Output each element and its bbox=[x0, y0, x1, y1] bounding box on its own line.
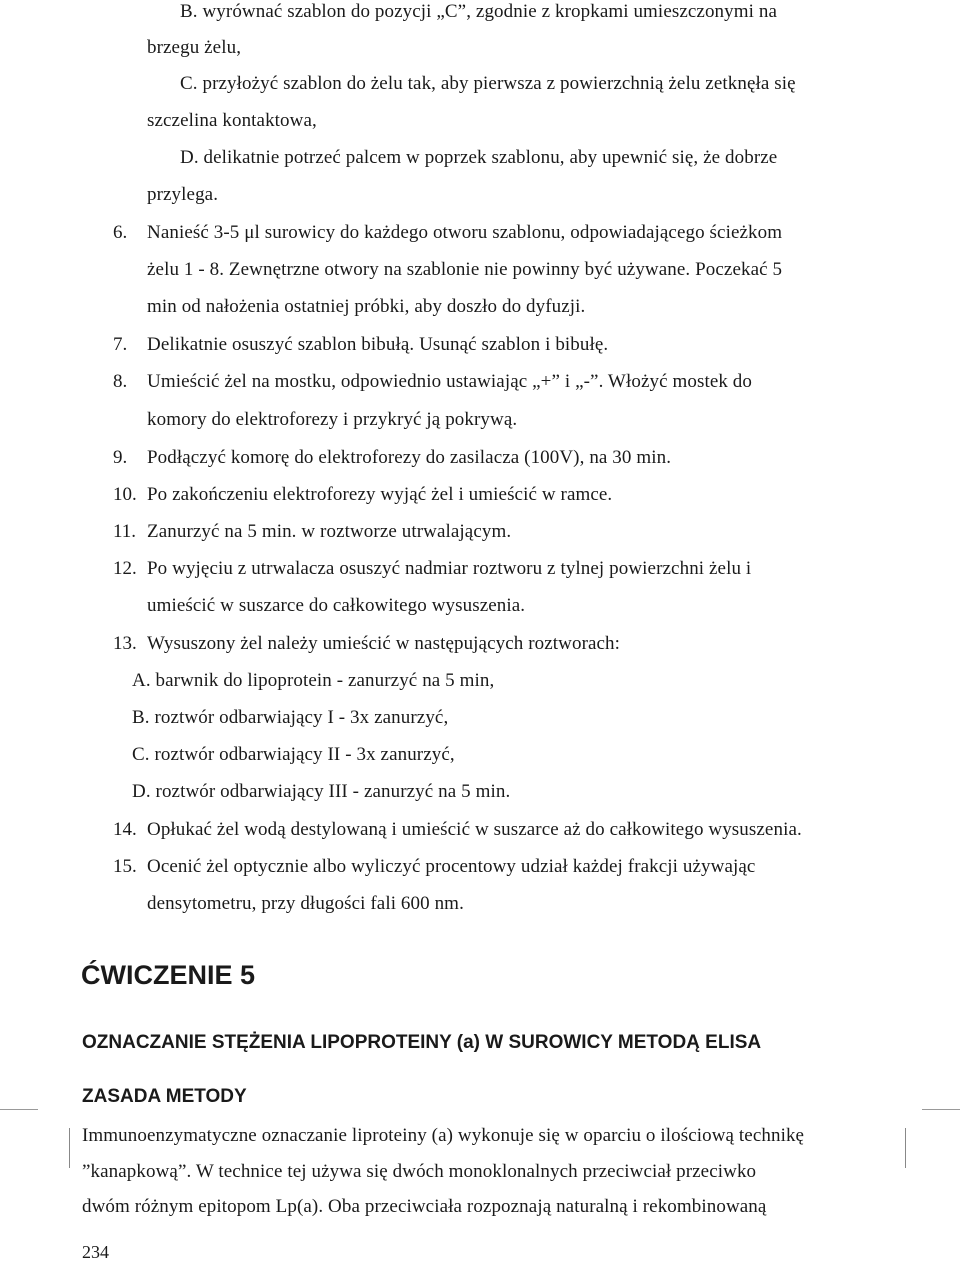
step-number: 10. bbox=[113, 484, 137, 505]
step-number: 15. bbox=[113, 856, 137, 877]
step-text-line: Po zakończeniu elektroforezy wyjąć żel i umieścić w ramce. bbox=[147, 484, 613, 505]
exercise-subtitle: OZNACZANIE STĘŻENIA LIPOPROTEINY (a) W SUROWICY METODĄ ELISA bbox=[82, 1032, 762, 1053]
step-text-line: min od nałożenia ostatniej próbki, aby doszło do dyfuzji. bbox=[147, 296, 586, 317]
item-b-line-2: brzegu żelu, bbox=[147, 37, 242, 58]
item-c-line-2: szczelina kontaktowa, bbox=[147, 110, 317, 131]
step-text-line: Podłączyć komorę do elektroforezy do zasilacza (100V), na 30 min. bbox=[147, 447, 672, 468]
paragraph-line: Immunoenzymatyczne oznaczanie liproteiny (a) wykonuje się w oparciu o ilościową technikę bbox=[82, 1125, 805, 1146]
step-text-line: żelu 1 - 8. Zewnętrzne otwory na szablonie nie powinny być używane. Poczekać 5 bbox=[147, 259, 783, 280]
step-number: 11. bbox=[113, 521, 137, 542]
item-d-line-2: przylega. bbox=[147, 184, 219, 205]
step-text-line: Opłukać żel wodą destylowaną i umieścić w suszarce aż do całkowitego wysuszenia. bbox=[147, 819, 802, 840]
solution-item: A. barwnik do lipoprotein - zanurzyć na 5 min, bbox=[132, 670, 495, 691]
step-text-line: umieścić w suszarce do całkowitego wysuszenia. bbox=[147, 595, 526, 616]
section-heading: ZASADA METODY bbox=[82, 1086, 247, 1107]
exercise-title: ĆWICZENIE 5 bbox=[81, 960, 256, 990]
step-text-line: Delikatnie osuszyć szablon bibułą. Usunąć szablon i bibułę. bbox=[147, 334, 609, 355]
step-number: 6. bbox=[113, 222, 128, 243]
step-text-line: komory do elektroforezy i przykryć ją pokrywą. bbox=[147, 409, 518, 430]
margin-mark-right bbox=[905, 1128, 906, 1168]
margin-rule-right bbox=[922, 1109, 960, 1110]
paragraph-line: dwóm różnym epitopom Lp(a). Oba przeciwciała rozpoznają naturalną i rekombinowaną bbox=[82, 1196, 767, 1217]
margin-rule-left bbox=[0, 1109, 38, 1110]
step-number: 8. bbox=[113, 371, 128, 392]
page-number: 234 bbox=[82, 1242, 109, 1262]
step-number: 14. bbox=[113, 819, 137, 840]
solution-item: C. roztwór odbarwiający II - 3x zanurzyć, bbox=[132, 744, 455, 765]
step-number: 7. bbox=[113, 334, 128, 355]
solution-item: D. roztwór odbarwiający III - zanurzyć na 5 min. bbox=[132, 781, 511, 802]
step-text-line: Wysuszony żel należy umieścić w następujących roztworach: bbox=[147, 633, 621, 654]
step-text-line: Po wyjęciu z utrwalacza osuszyć nadmiar roztworu z tylnej powierzchni żelu i bbox=[147, 558, 752, 579]
paragraph-line: ”kanapkową”. W technice tej używa się dwóch monoklonalnych przeciwciał przeciwko bbox=[82, 1161, 757, 1182]
item-b-line-1: B. wyrównać szablon do pozycji „C”, zgodnie z kropkami umieszczonymi na bbox=[180, 1, 777, 22]
step-number: 13. bbox=[113, 633, 137, 654]
item-c-line-1: C. przyłożyć szablon do żelu tak, aby pierwsza z powierzchnią żelu zetknęła się bbox=[180, 73, 796, 94]
step-text-line: Ocenić żel optycznie albo wyliczyć procentowy udział każdej frakcji używając bbox=[147, 856, 756, 877]
step-number: 9. bbox=[113, 447, 128, 468]
item-d-line-1: D. delikatnie potrzeć palcem w poprzek szablonu, aby upewnić się, że dobrze bbox=[180, 147, 778, 168]
step-text-line: Umieścić żel na mostku, odpowiednio ustawiając „+” i „-”. Włożyć mostek do bbox=[147, 371, 752, 392]
step-text-line: densytometru, przy długości fali 600 nm. bbox=[147, 893, 464, 914]
step-text-line: Zanurzyć na 5 min. w roztworze utrwalającym. bbox=[147, 521, 512, 542]
step-text-line: Nanieść 3-5 μl surowicy do każdego otworu szablonu, odpowiadającego ścieżkom bbox=[147, 222, 783, 243]
step-number: 12. bbox=[113, 558, 137, 579]
solution-item: B. roztwór odbarwiający I - 3x zanurzyć, bbox=[132, 707, 449, 728]
margin-mark-left bbox=[69, 1128, 70, 1168]
